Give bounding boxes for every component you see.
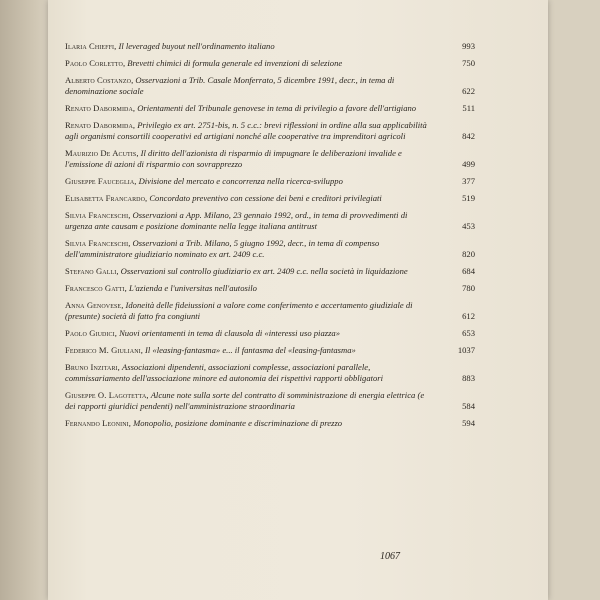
entry-text: Francesco Gatti, L'azienda e l'universitas nell'autosilo — [65, 283, 257, 294]
entry-text: Silvia Franceschi, Osservazioni a Trib. Milano, 5 giugno 1992, decr., in tema di compenso dell'amministratore giudiziario nominato ex art. 2409 c.c. — [65, 238, 380, 259]
entry-page-number: 622 — [462, 85, 475, 96]
entry-author: Renato Dabormida — [65, 103, 133, 114]
entry-page-number: 883 — [462, 372, 475, 383]
entry-title: Il leveraged buyout nell'ordinamento italiano — [118, 41, 275, 51]
index-entry — [65, 328, 475, 340]
entry-text: Fernando Leonini, Monopolio, posizione dominante e discriminazione di prezzo — [65, 417, 343, 428]
entry-text: Stefano Galli, Osservazioni sul controllo giudiziario ex art. 2409 c.c. nella società in liquidazione — [65, 265, 408, 276]
entry-title: Il «leasing-fantasma» e... il fantasma del «leasing-fantasma» — [145, 345, 356, 356]
entry-text: Renato Dabormida, Orientamenti del Tribunale genovese in tema di privilegio a favore dell'artigiano — [65, 103, 417, 114]
entry-page-number: 780 — [462, 283, 475, 294]
entry-title: Divisione del mercato e concorrenza nella ricerca-sviluppo — [138, 175, 343, 186]
entry-text: Alberto Costanzo, Osservazioni a Trib. Casale Monferrato, 5 dicembre 1991, decr., in tema di denominazione sociale — [65, 75, 395, 96]
index-entry — [65, 418, 475, 430]
entry-title: Associazioni dipendenti, associazioni complesse, associazioni parallele, commissariamento dell'associazione minore ed autonomia dei rispettivi rapporti obbligatori — [65, 362, 384, 383]
entry-text: Giuseppe Fauceglia, Divisione del mercato e concorrenza nella ricerca-sviluppo — [65, 175, 343, 186]
entry-text: Paolo Corletto, Brevetti chimici di formula generale ed invenzioni di selezione — [65, 58, 343, 69]
entry-author: Giuseppe O. Lagotetta — [65, 390, 147, 401]
entry-page-number: 653 — [462, 328, 475, 338]
entry-title: Alcune note sulla sorte del contratto di somministrazione di energia elettrica (e dei rapporti giuridici pendenti) nell'amministrazione straordinaria — [65, 390, 425, 411]
entry-text: Ilaria Chieffi, Il leveraged buyout nell'ordinamento italiano — [65, 41, 275, 51]
entry-title: Concordato preventivo con cessione dei beni e creditori privilegiati — [149, 193, 382, 204]
entry-text: Paolo Giudici, Nuovi orientamenti in tema di clausola di «interessi uso piazza» — [65, 328, 341, 338]
index-entry — [65, 390, 475, 412]
index-entry — [65, 41, 475, 53]
entry-title: Osservazioni a App. Milano, 23 gennaio 1992, ord., in tema di provvedimenti di urgenza ante causam e posizione dominante nella legge italiana antitrust — [65, 210, 408, 231]
index-entry — [65, 238, 475, 260]
index-entry — [65, 120, 475, 142]
entry-page-number: 842 — [462, 130, 475, 141]
entry-author: Stefano Galli — [65, 265, 117, 276]
entry-author: Francesco Gatti — [65, 283, 125, 294]
entry-text: Silvia Franceschi, Osservazioni a App. Milano, 23 gennaio 1992, ord., in tema di provvedimenti di urgenza ante causam e posizione dominante nella legge italiana antitrust — [65, 210, 408, 231]
entry-title: Osservazioni a Trib. Casale Monferrato, 5 dicembre 1991, decr., in tema di denominazione sociale — [65, 75, 395, 96]
index-entry — [65, 75, 475, 97]
index-entry — [65, 210, 475, 232]
entry-author: Maurizio De Acutis — [65, 148, 137, 159]
index-entry — [65, 176, 475, 188]
entry-author: Bruno Inzitari — [65, 362, 118, 373]
entry-text: Renato Dabormida, Privilegio ex art. 2751-bis, n. 5 c.c.: brevi riflessioni in ordine alla sua applicabilità agli organismi consortili cooperativi ed artigiani nonché alle cooperative tra imprenditori agricoli — [65, 120, 427, 141]
entry-author: Paolo Giudici — [65, 328, 115, 338]
entry-title: Brevetti chimici di formula generale ed invenzioni di selezione — [127, 58, 343, 69]
entry-title: Nuovi orientamenti in tema di clausola di «interessi uso piazza» — [119, 328, 341, 338]
entry-text: Anna Genovese, Idoneità delle fideiussioni a valore come conferimento e accertamento giudiziale di (presunte) società di fatto fra congiunti — [65, 300, 413, 321]
entry-author: Anna Genovese — [65, 300, 122, 311]
entry-title: Idoneità delle fideiussioni a valore come conferimento e accertamento giudiziale di (presunte) società di fatto fra congiunti — [65, 300, 413, 321]
entry-page-number: 377 — [462, 175, 475, 186]
page-number: 1067 — [380, 551, 400, 562]
entry-text: Maurizio De Acutis, Il diritto dell'azionista di risparmio di impugnare le deliberazioni invalide e l'emissione di azioni di risparmio con sovrapprezzo — [65, 148, 402, 169]
entry-page-number: 584 — [462, 400, 475, 411]
entry-author: Silvia Franceschi — [65, 238, 129, 249]
index-entry — [65, 103, 475, 115]
entry-page-number: 684 — [462, 265, 475, 276]
index-entry — [65, 345, 475, 357]
entry-text: Elisabetta Francardo, Concordato preventivo con cessione dei beni e creditori privilegiati — [65, 193, 382, 204]
entry-author: Paolo Corletto — [65, 58, 123, 69]
index-entry — [65, 283, 475, 295]
entry-page-number: 612 — [462, 310, 475, 321]
entry-author: Renato Dabormida — [65, 120, 133, 131]
book-gutter-shadow — [0, 0, 48, 600]
index-entries — [65, 41, 475, 435]
index-entry — [65, 266, 475, 278]
entry-page-number: 1037 — [457, 345, 475, 356]
index-entry — [65, 58, 475, 70]
entry-author: Ilaria Chieffi — [65, 41, 115, 51]
entry-page-number: 594 — [462, 417, 475, 428]
entry-page-number: 820 — [462, 248, 475, 259]
entry-page-number: 453 — [462, 220, 475, 231]
entry-title: Monopolio, posizione dominante e discriminazione di prezzo — [133, 417, 343, 428]
entry-author: Alberto Costanzo — [65, 75, 132, 86]
entry-page-number: 499 — [462, 158, 475, 169]
entry-title: Orientamenti del Tribunale genovese in tema di privilegio a favore dell'artigiano — [137, 103, 417, 114]
entry-author: Federico M. Giuliani — [65, 345, 141, 356]
entry-page-number: 519 — [462, 193, 475, 204]
entry-author: Giuseppe Fauceglia — [65, 175, 135, 186]
entry-text: Bruno Inzitari, Associazioni dipendenti, associazioni complesse, associazioni parallele, commissariamento dell'associazione minore ed autonomia dei rispettivi rapporti obbligatori — [65, 362, 384, 383]
entry-text: Federico M. Giuliani, Il «leasing-fantasma» e... il fantasma del «leasing-fantasma» — [65, 345, 356, 356]
entry-title: Osservazioni sul controllo giudiziario ex art. 2409 c.c. nella società in liquidazione — [120, 265, 408, 276]
entry-author: Elisabetta Francardo — [65, 193, 146, 204]
entry-text: Giuseppe O. Lagotetta, Alcune note sulla sorte del contratto di somministrazione di energia elettrica (e dei rapporti giuridici pendenti) nell'amministrazione straordinaria — [65, 390, 425, 411]
entry-page-number: 511 — [462, 103, 475, 114]
index-entry — [65, 362, 475, 384]
entry-title: Privilegio ex art. 2751-bis, n. 5 c.c.: brevi riflessioni in ordine alla sua applicabilità agli organismi consortili cooperativi ed artigiani nonché alle cooperative tra imprenditori agricoli — [65, 120, 427, 141]
entry-title: L'azienda e l'universitas nell'autosilo — [128, 283, 257, 294]
entry-title: Osservazioni a Trib. Milano, 5 giugno 1992, decr., in tema di compenso dell'amministratore giudiziario nominato ex art. 2409 c.c. — [65, 238, 380, 259]
entry-author: Fernando Leonini — [65, 417, 129, 428]
entry-page-number: 750 — [462, 58, 475, 69]
index-entry — [65, 300, 475, 322]
entry-title: Il diritto dell'azionista di risparmio di impugnare le deliberazioni invalide e l'emissione di azioni di risparmio con sovrapprezzo — [65, 148, 402, 169]
index-entry — [65, 193, 475, 205]
index-entry — [65, 148, 475, 170]
entry-page-number: 993 — [462, 41, 475, 51]
entry-author: Silvia Franceschi — [65, 210, 129, 221]
